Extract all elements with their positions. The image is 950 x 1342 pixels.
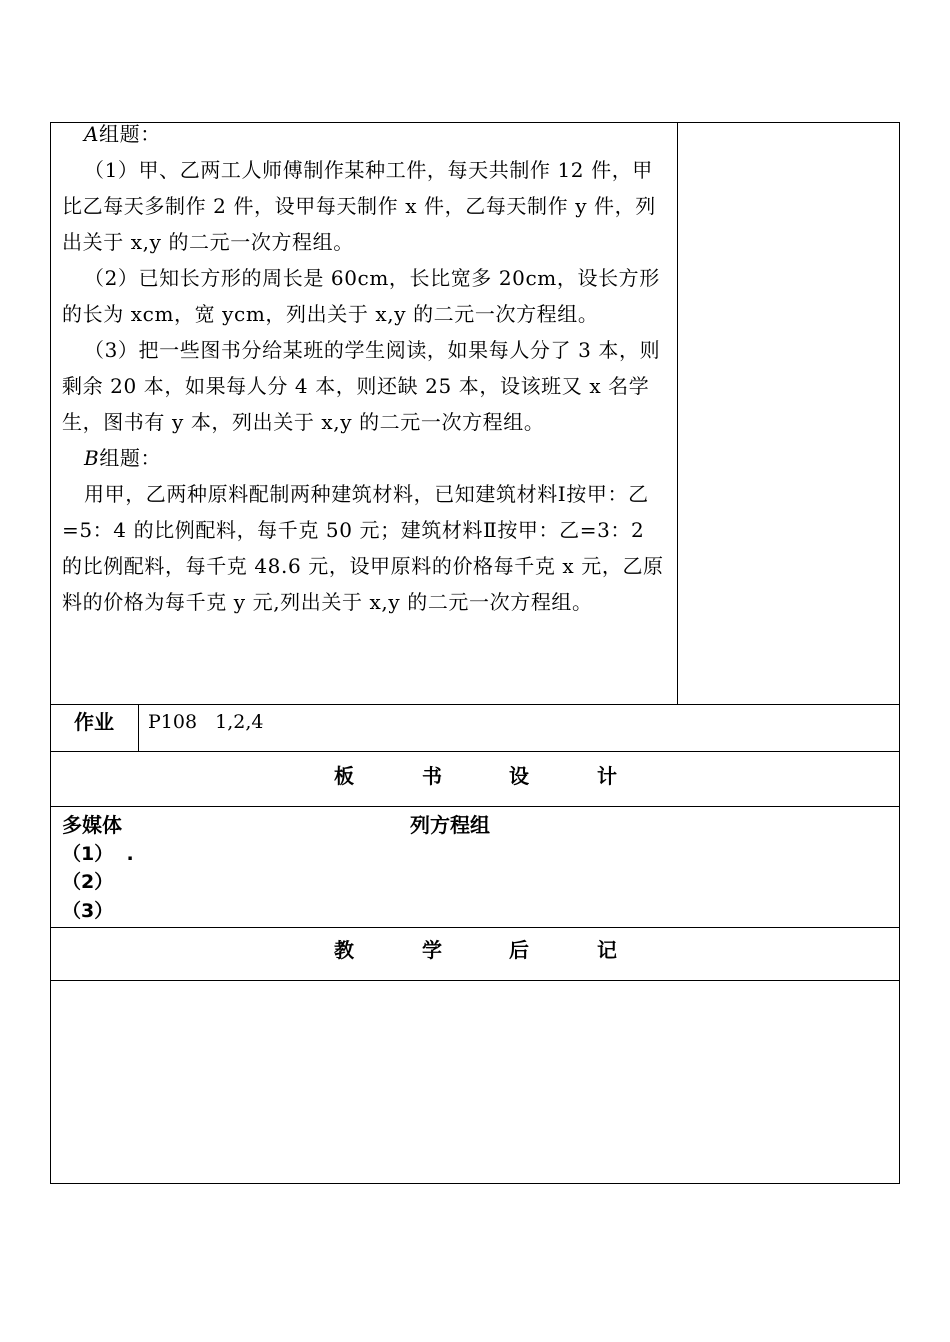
section-a-heading: A组题： bbox=[84, 122, 161, 146]
question-b1: 用甲，乙两种原料配制两种建筑材料，已知建筑材料Ⅰ按甲：乙=5：4 的比例配料，每千克 50 元；建筑材料Ⅱ按甲：乙=3：2 的比例配料，每千克 48.6 元，设甲原料的价格每千克 x 元，乙原料的价格为每千克 y 元,列出关于 x,y 的二元一次方程组。 bbox=[62, 482, 664, 614]
board-design-title bbox=[0, 760, 950, 788]
question-a3: （3）把一些图书分给某班的学生阅读，如果每人分了 3 本，则剩余 20 本，如果每人分 4 本，则还缺 25 本，设该班又 x 名学生，图书有 y 本，列出关于 x,y 的二元一次方程组。 bbox=[62, 338, 661, 434]
board-design-char-1: 板 bbox=[334, 764, 354, 788]
board-design-char-3: 设 bbox=[509, 764, 529, 788]
homework-label-divider bbox=[138, 704, 139, 752]
side-column-divider bbox=[677, 122, 678, 704]
board-item-3: （3） bbox=[62, 900, 114, 922]
row-divider-homework bbox=[50, 751, 900, 752]
homework-label: 作业 bbox=[74, 710, 114, 734]
multimedia-label: 多媒体 bbox=[62, 813, 122, 837]
exercises-block bbox=[62, 116, 668, 620]
section-b-heading: B组题： bbox=[84, 446, 162, 470]
board-design-char-4: 计 bbox=[597, 764, 617, 788]
board-design-char-2: 书 bbox=[422, 764, 442, 788]
row-divider-board-title bbox=[50, 806, 900, 807]
row-divider-board-content bbox=[50, 927, 900, 928]
reflection-char-4: 记 bbox=[597, 938, 617, 962]
reflection-char-2: 学 bbox=[422, 938, 442, 962]
row-divider-exercises bbox=[50, 704, 900, 705]
reflection-char-3: 后 bbox=[509, 938, 529, 962]
board-item-2: （2） bbox=[62, 871, 114, 893]
reflection-char-1: 教 bbox=[334, 938, 354, 962]
board-topic: 列方程组 bbox=[410, 813, 490, 837]
question-a1: （1）甲、乙两工人师傅制作某种工件，每天共制作 12 件，甲比乙每天多制作 2 件，设甲每天制作 x 件，乙每天制作 y 件，列出关于 x,y 的二元一次方程组。 bbox=[62, 158, 656, 254]
question-a2: （2）已知长方形的周长是 60cm，长比宽多 20cm，设长方形的长为 xcm，宽 ycm，列出关于 x,y 的二元一次方程组。 bbox=[62, 266, 660, 326]
homework-value: P108 1,2,4 bbox=[148, 711, 264, 733]
board-item-1: （1） . bbox=[62, 843, 134, 865]
reflection-area[interactable] bbox=[51, 981, 899, 1183]
reflection-title bbox=[0, 934, 950, 962]
